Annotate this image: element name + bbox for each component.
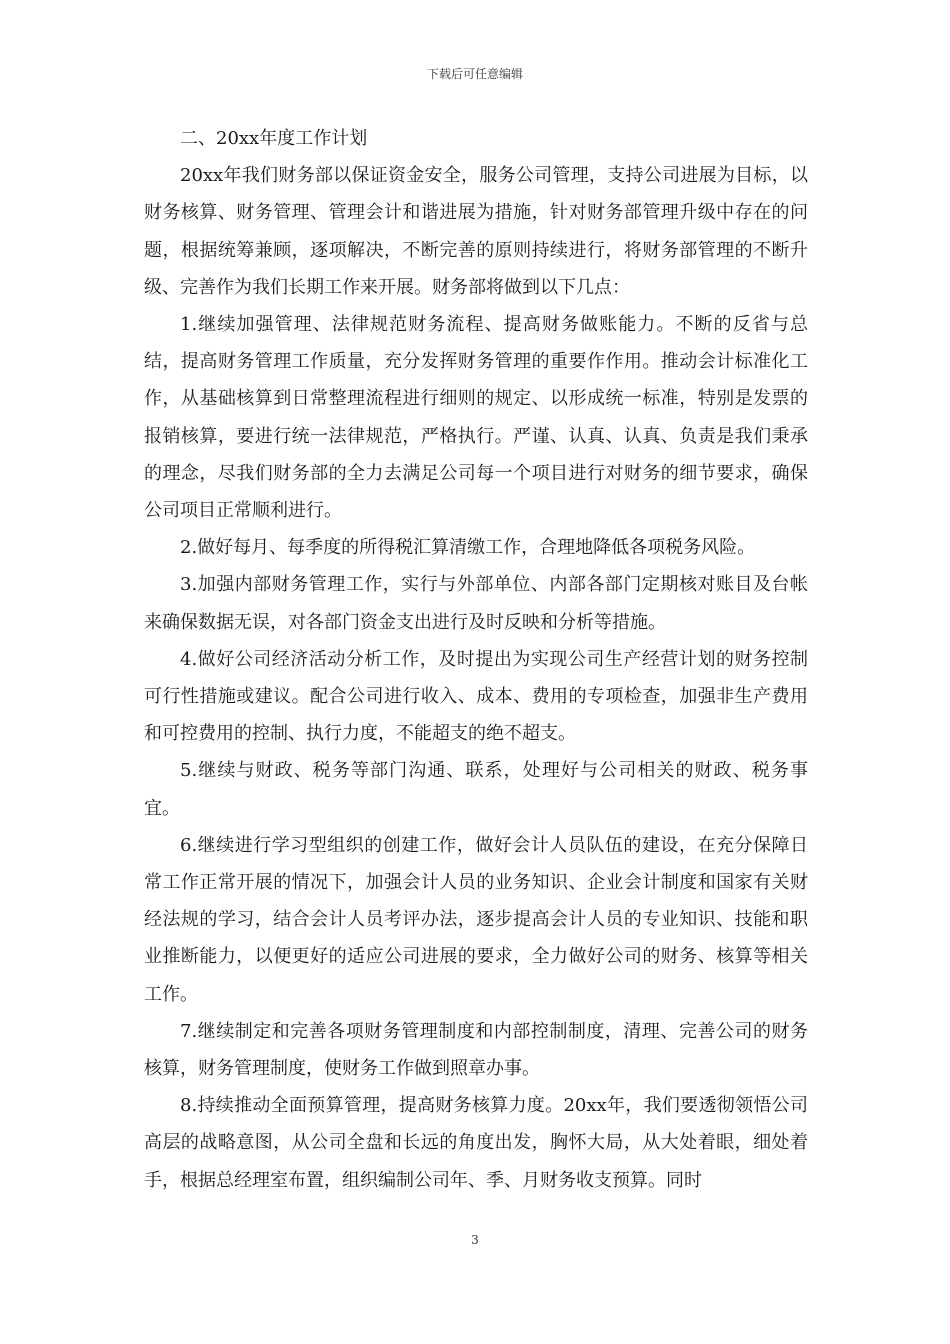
paragraph-item-4: 4.做好公司经济活动分析工作，及时提出为实现公司生产经营计划的财务控制可行性措施或建议。配合公司进行收入、成本、费用的专项检查，加强非生产费用和可控费用的控制、执行力度，不能超支的绝不超支。: [144, 648, 808, 745]
paragraph-item-3: 3.加强内部财务管理工作，实行与外部单位、内部各部门定期核对账目及台帐来确保数据无误，对各部门资金支出进行及时反映和分析等措施。: [144, 574, 808, 633]
document-body: [144, 120, 808, 1199]
paragraph-item-2: 2.做好每月、每季度的所得税汇算清缴工作，合理地降低各项税务风险。: [180, 537, 756, 559]
paragraph-item-5: 5.继续与财政、税务等部门沟通、联系，处理好与公司相关的财政、税务事宜。: [144, 760, 808, 819]
paragraph-item-1: 1.继续加强管理、法律规范财务流程、提高财务做账能力。不断的反省与总结，提高财务管理工作质量，充分发挥财务管理的重要作作用。推动会计标准化工作，从基础核算到日常整理流程进行细则的规定、以形成统一标准，特别是发票的报销核算，要进行统一法律规范，严格执行。严谨、认真、认真、负责是我们秉承的理念，尽我们财务部的全力去满足公司每一个项目进行对财务的细节要求，确保公司项目正常顺利进行。: [144, 314, 808, 522]
page-number: 3: [471, 1233, 479, 1247]
paragraph-item-7: 7.继续制定和完善各项财务管理制度和内部控制制度，清理、完善公司的财务核算，财务管理制度，使财务工作做到照章办事。: [144, 1020, 808, 1080]
paragraph-intro: 20xx年我们财务部以保证资金安全，服务公司管理，支持公司进展为目标，以财务核算、财务管理、管理会计和谐进展为措施，针对财务部管理升级中存在的问题，根据统筹兼顾，逐项解决，不断完善的原则持续进行，将财务部管理的不断升级、完善作为我们长期工作来开展。财务部将做到以下几点：: [144, 165, 808, 298]
section-title: 二、20xx年度工作计划: [180, 128, 368, 149]
page-header: 下载后可任意编辑: [426, 67, 523, 81]
paragraph-item-8: 8.持续推动全面预算管理，提高财务核算力度。20xx年，我们要透彻领悟公司高层的战略意图，从公司全盘和长远的角度出发，胸怀大局，从大处着眼，细处着手，根据总经理室布置，组织编制公司年、季、月财务收支预算。同时: [144, 1095, 808, 1191]
paragraph-item-6: 6.继续进行学习型组织的创建工作，做好会计人员队伍的建设，在充分保障日常工作正常开展的情况下，加强会计人员的业务知识、企业会计制度和国家有关财经法规的学习，结合会计人员考评办法，逐步提高会计人员的专业知识、技能和职业推断能力，以便更好的适应公司进展的要求，全力做好公司的财务、核算等相关工作。: [144, 834, 808, 1005]
